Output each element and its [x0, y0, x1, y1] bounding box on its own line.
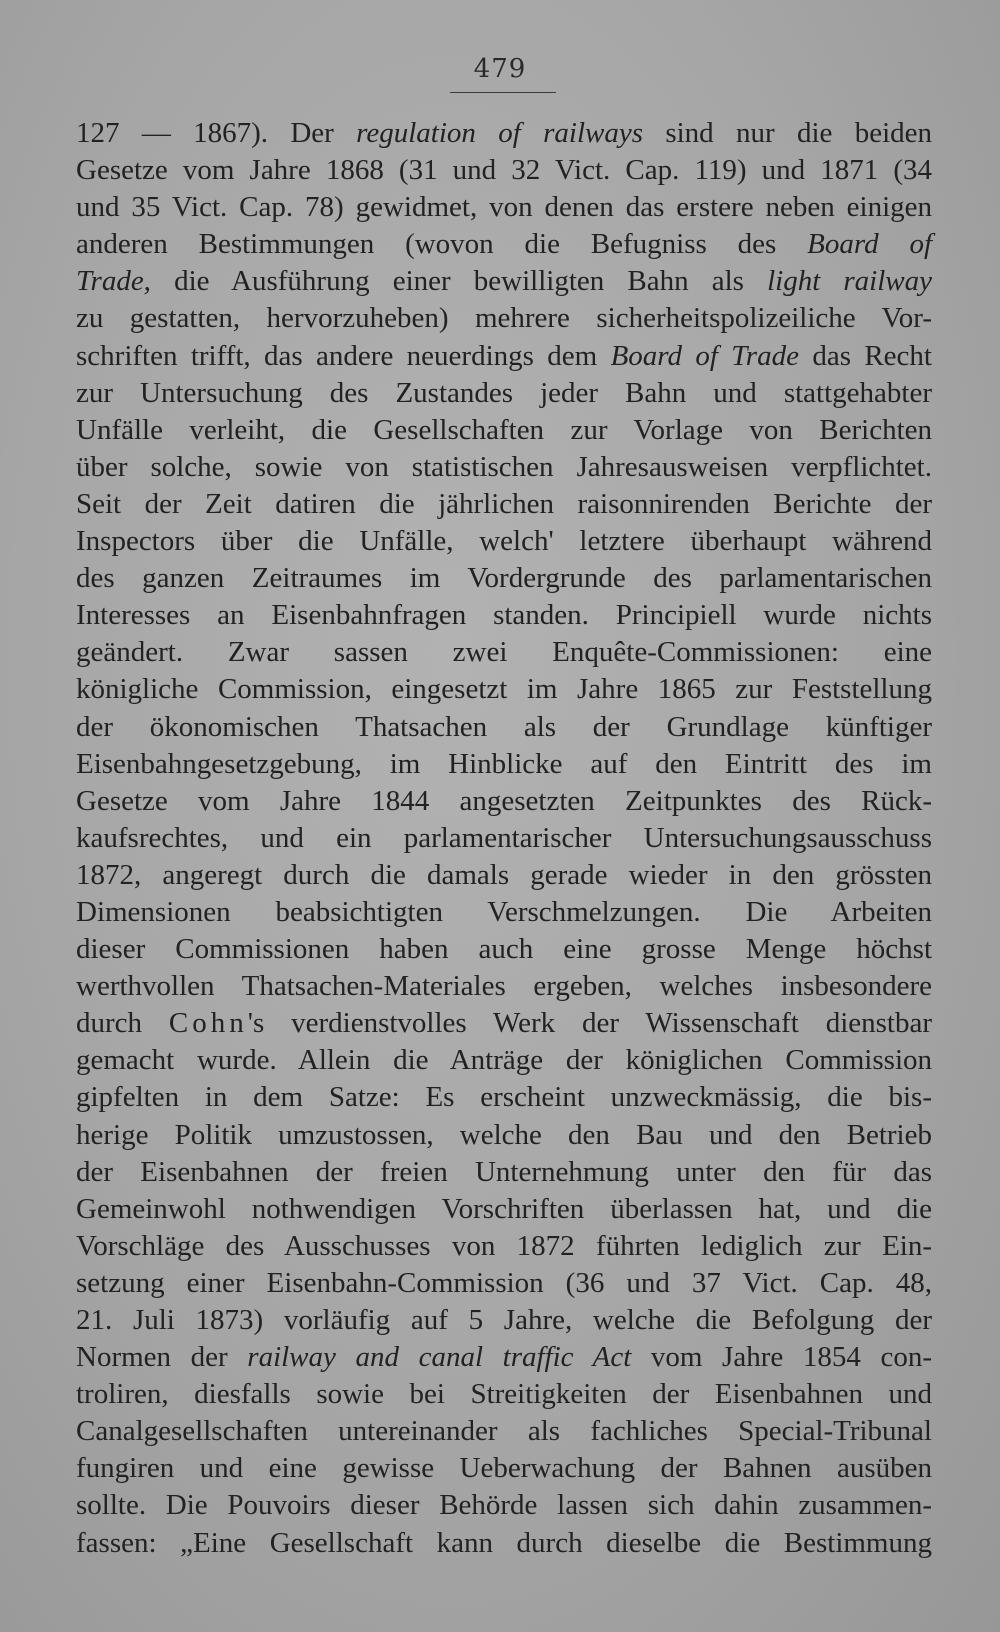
header-rule — [450, 92, 556, 93]
page-number: 479 — [473, 54, 527, 84]
text-line — [76, 1339, 932, 1376]
text-line — [76, 746, 932, 783]
body-text — [76, 115, 932, 1562]
text-line — [76, 1117, 932, 1154]
text-run: setzung einer Eisenbahn-Commission (36 und 37 Vict. Cap. 48, — [76, 1266, 932, 1299]
text-line — [76, 449, 932, 486]
text-line — [76, 671, 932, 708]
text-run: Canalgesellschaften untereinander als fachliches Special-Tribunal — [76, 1415, 932, 1448]
text-run: fungiren und eine gewisse Ueberwachung der Bahnen ausüben — [76, 1452, 932, 1485]
text-run: sollte. Die Pouvoirs dieser Behörde lassen sich dahin zusammen- — [76, 1489, 932, 1522]
text-run: sind nur die beiden — [643, 117, 932, 149]
text-line — [76, 263, 932, 300]
text-run: und 35 Vict. Cap. 78) gewidmet, von denen das erstere neben einigen — [76, 191, 932, 224]
text-line — [76, 894, 932, 931]
text-line — [76, 1413, 932, 1450]
text-line — [76, 486, 932, 523]
text-run: die Ausführung einer bewilligten Bahn als — [150, 265, 768, 298]
text-run: durch — [76, 1007, 169, 1040]
text-line — [76, 152, 932, 189]
text-run: gemacht wurde. Allein die Anträge der königlichen Commission — [76, 1044, 932, 1077]
text-run: Unfälle verleiht, die Gesellschaften zur Vorlage von Berichten — [76, 413, 932, 446]
text-line — [76, 783, 932, 820]
italic-run: Board of Trade — [610, 339, 799, 372]
text-run: zu gestatten, hervorzuheben) mehrere sicherheitspolizeiliche Vor- — [76, 302, 932, 335]
text-run: 127 — 1867). Der — [76, 117, 357, 149]
text-line — [76, 115, 932, 152]
text-line — [76, 1042, 932, 1079]
text-line — [76, 1487, 932, 1524]
text-line — [76, 1228, 932, 1265]
text-run: Gesetze vom Jahre 1868 (31 und 32 Vict. Cap. 119) und 1871 (34 — [76, 154, 932, 187]
text-run: zur Untersuchung des Zustandes jeder Bahn und stattgehabter — [76, 376, 932, 409]
italic-run: regulation of railways — [356, 117, 643, 149]
text-run: kaufsrechtes, und ein parlamentarischer Untersuchungsausschuss — [76, 821, 932, 854]
text-line — [76, 634, 932, 671]
text-run: Dimensionen beabsichtigten Verschmelzungen. Die Arbeiten — [76, 895, 932, 928]
text-line — [76, 968, 932, 1005]
text-run: Inspectors über die Unfälle, welch' letztere überhaupt während — [76, 525, 932, 558]
text-line — [76, 226, 932, 263]
text-line — [76, 375, 932, 412]
text-run: Normen der — [76, 1341, 248, 1374]
italic-run: railway and canal traffic Act — [247, 1341, 632, 1374]
text-line — [76, 1005, 932, 1042]
text-run: der ökonomischen Thatsachen als der Grundlage künftiger — [76, 710, 932, 743]
text-run: fassen: „Eine Gesellschaft kann durch dieselbe die Bestimmung — [76, 1526, 932, 1559]
text-line — [76, 1450, 932, 1487]
text-run: 21. Juli 1873) vorläufig auf 5 Jahre, welche die Befolgung der — [76, 1304, 932, 1336]
text-run: Seit der Zeit datiren die jährlichen raisonnirenden Berichte der — [76, 487, 932, 520]
text-line — [76, 412, 932, 449]
text-run: gipfelten in dem Satze: Es erscheint unzweckmässig, die bis- — [76, 1081, 932, 1114]
text-line — [76, 1525, 932, 1562]
italic-run: Trade, — [76, 265, 151, 298]
text-line — [76, 1191, 932, 1228]
text-run: das Recht — [798, 339, 932, 372]
text-run: 's verdienstvolles Werk der Wissenschaft dienstbar — [247, 1007, 932, 1040]
text-line — [76, 300, 932, 337]
text-line — [76, 820, 932, 857]
text-line — [76, 560, 932, 597]
text-line — [76, 709, 932, 746]
text-run: Gesetze vom Jahre 1844 angesetzten Zeitpunktes des Rück- — [76, 784, 932, 817]
text-run: der Eisenbahnen der freien Unternehmung unter den für das — [76, 1155, 932, 1188]
text-run: Eisenbahngesetzgebung, im Hinblicke auf den Eintritt des im — [76, 747, 932, 780]
text-run: 1872, angeregt durch die damals gerade wieder in den grössten — [76, 858, 932, 891]
text-line — [76, 1376, 932, 1413]
text-line — [76, 857, 932, 894]
text-run: Vorschläge des Ausschusses von 1872 führten lediglich zur Ein- — [76, 1229, 932, 1262]
text-run: königliche Commission, eingesetzt im Jahre 1865 zur Feststellung — [76, 673, 932, 706]
text-run: vom Jahre 1854 con- — [631, 1341, 932, 1374]
text-line — [76, 338, 932, 375]
text-line — [76, 597, 932, 634]
text-line — [76, 189, 932, 226]
text-run: werthvollen Thatsachen-Materiales ergeben, welches insbesondere — [76, 970, 932, 1003]
text-run: Interesses an Eisenbahnfragen standen. Principiell wurde nichts — [76, 599, 932, 632]
text-line — [76, 931, 932, 968]
text-line — [76, 1302, 932, 1339]
text-run: geändert. Zwar sassen zwei Enquête-Commissionen: eine — [76, 636, 932, 669]
text-line — [76, 1079, 932, 1116]
italic-run: Board of — [807, 228, 933, 261]
text-run: troliren, diesfalls sowie bei Streitigkeiten der Eisenbahnen und — [76, 1378, 932, 1411]
text-run: herige Politik umzustossen, welche den Bau und den Betrieb — [76, 1118, 932, 1151]
text-line — [76, 1154, 932, 1191]
italic-run: light railway — [767, 265, 932, 298]
text-line — [76, 523, 932, 560]
text-run: über solche, sowie von statistischen Jahresausweisen verpflichtet. — [76, 450, 932, 483]
text-run: dieser Commissionen haben auch eine grosse Menge höchst — [76, 933, 932, 966]
text-run: anderen Bestimmungen (wovon die Befugniss des — [76, 228, 808, 261]
text-run: schriften trifft, das andere neuerdings dem — [76, 339, 611, 372]
text-run: des ganzen Zeitraumes im Vordergrunde des parlamentarischen — [76, 562, 932, 595]
text-line — [76, 1265, 932, 1302]
spaced-name: Cohn — [168, 1007, 248, 1040]
text-run: Gemeinwohl nothwendigen Vorschriften überlassen hat, und die — [76, 1192, 932, 1225]
